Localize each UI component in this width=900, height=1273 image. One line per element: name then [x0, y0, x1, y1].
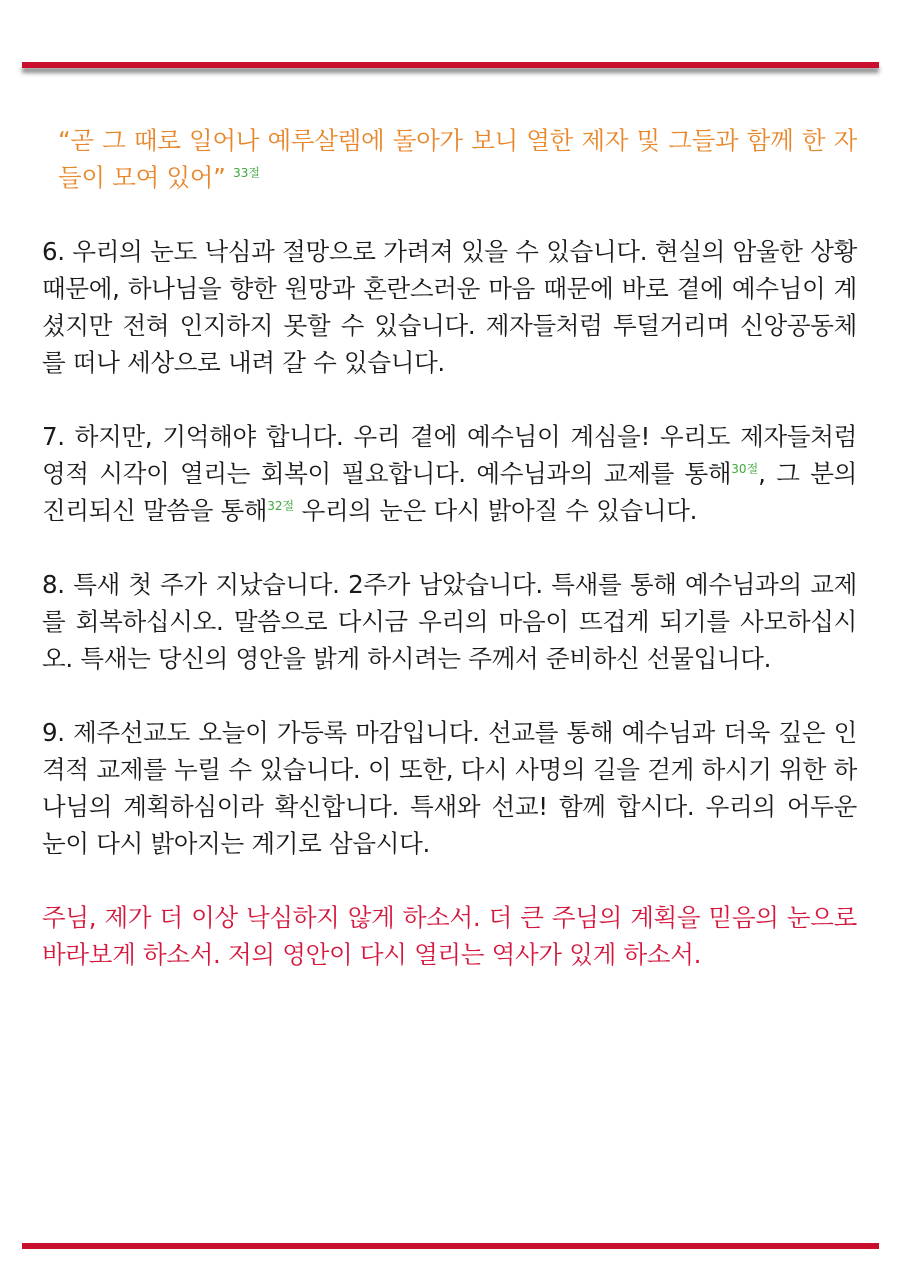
paragraph-6: 6. 우리의 눈도 낙심과 절망으로 가려져 있을 수 있습니다. 현실의 암울한 상황 때문에, 하나님을 향한 원망과 혼란스러운 마음 때문에 바로 곁에 예수님이 계셨지만 전혀 인지하지 못할 수 있습니다. 제자들처럼 투덜거리며 신앙공동체를 떠나 세상으로 내려 갈 수 있습니다. [42, 237, 857, 377]
paragraph-7-text-1: 7. 하지만, 기억해야 합니다. 우리 곁에 예수님이 계심을! 우리도 제자들처럼 영적 시각이 열리는 회복이 필요합니다. 예수님과의 교제를 통해 [42, 422, 857, 488]
verse-ref-32: 32절 [267, 498, 295, 513]
paragraph-7 [42, 418, 857, 529]
quote-verse-ref: 33절 [233, 165, 260, 180]
page-content [42, 122, 857, 1010]
closing-prayer: 주님, 제가 더 이상 낙심하지 않게 하소서. 더 큰 주님의 계획을 믿음의 눈으로 바라보게 하소서. 저의 영안이 다시 열리는 역사가 있게 하소서. [42, 903, 857, 969]
quote-text: “곧 그 때로 일어나 예루살렘에 돌아가 보니 열한 제자 및 그들과 함께 한 자들이 모여 있어” [58, 126, 857, 192]
paragraph-7-text-2: , 그 분의 진리되신 말씀을 통해 [42, 459, 857, 525]
paragraph-7-text-3: 우리의 눈은 다시 밝아질 수 있습니다. [294, 496, 698, 525]
scripture-quote [42, 122, 857, 196]
verse-ref-30: 30절 [731, 461, 759, 476]
bottom-divider [22, 1243, 879, 1249]
paragraph-8: 8. 특새 첫 주가 지났습니다. 2주가 남았습니다. 특새를 통해 예수님과의 교제를 회복하십시오. 말씀으로 다시금 우리의 마음이 뜨겁게 되기를 사모하십시오. 특새는 당신의 영안을 밝게 하시려는 주께서 준비하신 선물입니다. [42, 570, 857, 673]
paragraph-9: 9. 제주선교도 오늘이 가등록 마감입니다. 선교를 통해 예수님과 더욱 깊은 인격적 교제를 누릴 수 있습니다. 이 또한, 다시 사명의 길을 걷게 하시기 위한 하나님의 계획하심이라 확신합니다. 특새와 선교! 함께 합시다. 우리의 어두운 눈이 다시 밝아지는 계기로 삼읍시다. [42, 718, 857, 858]
top-divider [22, 62, 879, 68]
